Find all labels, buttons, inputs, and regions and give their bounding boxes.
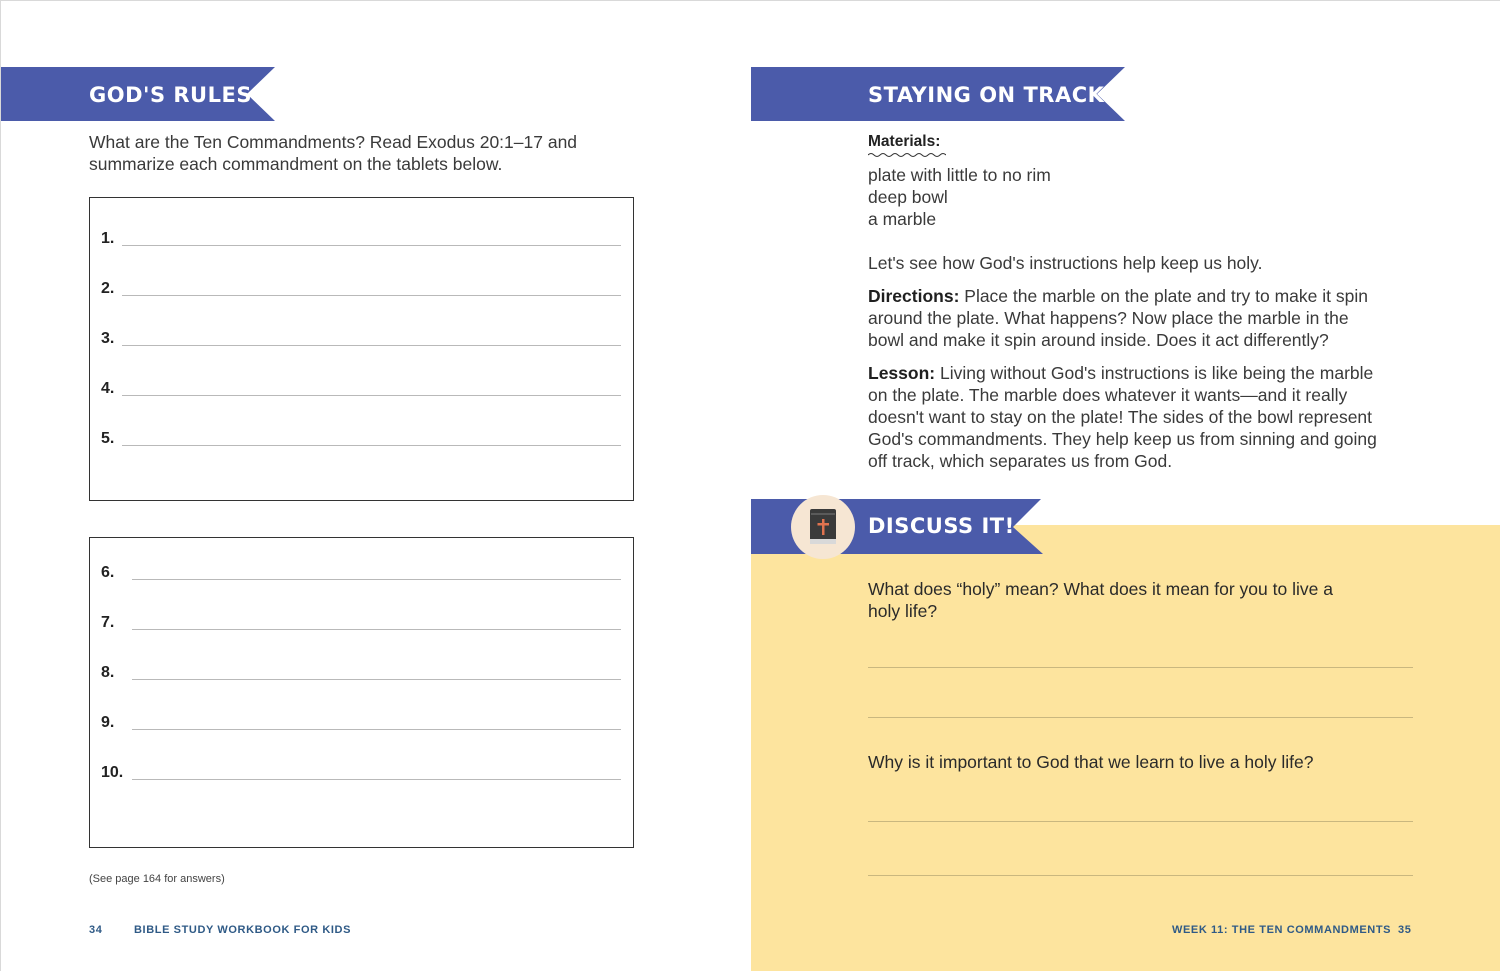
writing-line (122, 245, 621, 246)
page-number: 35 (1398, 924, 1412, 936)
answer-line[interactable] (868, 821, 1413, 822)
commandment-line[interactable] (101, 760, 621, 782)
directions-text: bowl and make it spin around inside. Does it act differently? (868, 330, 1329, 350)
line-number: 10. (101, 764, 124, 781)
question-line: holy life? (868, 601, 938, 621)
page-number: 34 (89, 924, 103, 936)
answer-line[interactable] (868, 875, 1413, 876)
line-number: 8. (101, 664, 115, 681)
line-number: 2. (101, 280, 115, 297)
writing-line (122, 395, 621, 396)
writing-line (122, 445, 621, 446)
writing-line (132, 579, 621, 580)
instructions-line: What are the Ten Commandments? Read Exodus 20:1–17 and (89, 132, 578, 152)
commandment-line[interactable] (101, 560, 621, 582)
running-footer: WEEK 11: THE TEN COMMANDMENTS (1172, 924, 1392, 936)
line-number: 3. (101, 330, 115, 347)
answer-line[interactable] (868, 717, 1413, 718)
discuss-title: DISCUSS IT! (868, 514, 1015, 538)
commandment-line[interactable] (101, 710, 621, 732)
tablet-2 (89, 537, 634, 848)
writing-line (132, 629, 621, 630)
directions-text: Place the marble on the plate and try to make it spin (959, 286, 1368, 306)
bible-icon-badge (791, 495, 855, 559)
directions-text: around the plate. What happens? Now place the marble in the (868, 308, 1349, 328)
writing-line (132, 729, 621, 730)
section-title: GOD'S RULES (89, 83, 252, 107)
left-page (1, 1, 751, 971)
line-number: 4. (101, 380, 115, 397)
bible-icon (791, 495, 855, 559)
lesson-paragraph (868, 362, 1448, 472)
directions-paragraph (868, 285, 1428, 351)
lesson-text: Living without God's instructions is like being the marble (935, 363, 1374, 383)
lesson-label: Lesson: (868, 363, 936, 383)
running-footer: BIBLE STUDY WORKBOOK FOR KIDS (134, 924, 352, 936)
commandment-line[interactable] (101, 660, 621, 682)
tablet-1 (89, 197, 634, 501)
materials-label: Materials: (868, 133, 941, 150)
answers-note: (See page 164 for answers) (89, 873, 225, 885)
lesson-text: off track, which separates us from God. (868, 451, 1173, 471)
commandment-line[interactable] (101, 326, 621, 348)
commandment-line[interactable] (101, 610, 621, 632)
line-number: 7. (101, 614, 115, 631)
line-number: 1. (101, 230, 115, 247)
squiggle-underline (868, 152, 946, 158)
question-2: Why is it important to God that we learn to live a holy life? (868, 752, 1314, 772)
writing-line (122, 295, 621, 296)
writing-line (122, 345, 621, 346)
section-title: STAYING ON TRACK (868, 83, 1105, 107)
activity-intro: Let's see how God's instructions help keep us holy. (868, 253, 1263, 273)
directions-label: Directions: (868, 286, 960, 306)
lesson-text: on the plate. The marble does whatever it wants—and it really (868, 385, 1348, 405)
material-item: plate with little to no rim (868, 165, 1051, 185)
line-number: 5. (101, 430, 115, 447)
material-item: deep bowl (868, 187, 948, 207)
materials-list (868, 164, 1051, 230)
commandment-line[interactable] (101, 226, 621, 248)
instructions-line: summarize each commandment on the tablets below. (89, 154, 503, 174)
line-number: 9. (101, 714, 115, 731)
commandment-line[interactable] (101, 276, 621, 298)
right-page (751, 1, 1500, 971)
lesson-text: God's commandments. They help keep us from sinning and going (868, 429, 1377, 449)
line-number: 6. (101, 564, 115, 581)
writing-line (132, 779, 621, 780)
question-1 (868, 578, 1333, 622)
material-item: a marble (868, 209, 937, 229)
answer-line[interactable] (868, 667, 1413, 668)
writing-line (132, 679, 621, 680)
instructions-text (89, 131, 649, 175)
question-line: What does “holy” mean? What does it mean for you to live a (868, 579, 1333, 599)
lesson-text: doesn't want to stay on the plate! The sides of the bowl represent (868, 407, 1373, 427)
commandment-line[interactable] (101, 426, 621, 448)
commandment-line[interactable] (101, 376, 621, 398)
